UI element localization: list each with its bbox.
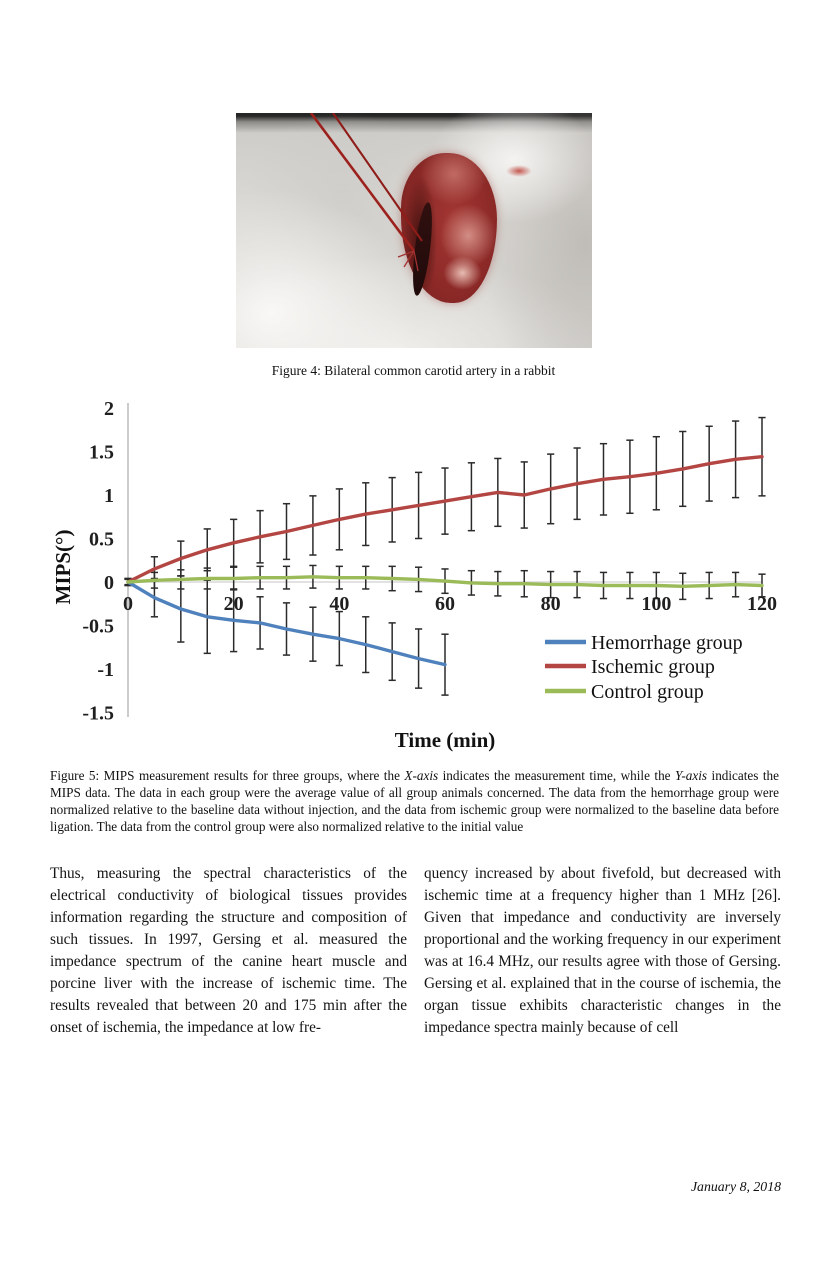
x-tick-label: 0: [123, 593, 133, 615]
x-tick-label: 80: [540, 593, 561, 615]
y-tick-label: 1: [104, 485, 114, 507]
body-column-right: quency increased by about fivefold, but decreased with ischemic time at a frequency higher than 1 MHz [26]. Given that impedance and conductivity are inversely proportional and the working frequency in our experiment was at 16.4 MHz, our results agree with those of Gersing. Gersing et al. explained that in the course of ischemia, the organ tissue exhibits characteristic changes in the impedance spectra mainly because of cell: [424, 865, 781, 1036]
y-tick-label: 0.5: [89, 528, 114, 551]
legend-item-control: [545, 681, 704, 703]
page-date: January 8, 2018: [690, 1179, 781, 1194]
figure5-caption: [50, 767, 779, 835]
body-text: [50, 863, 781, 1039]
x-tick-label: 100: [641, 593, 672, 615]
figure4-caption: [0, 363, 827, 379]
y-tick-label: -1: [97, 659, 114, 681]
figure4: [0, 113, 827, 379]
x-axis-italic: X-axis: [404, 768, 439, 783]
y-tick-label: 2: [104, 398, 114, 420]
x-tick-label: 120: [747, 593, 777, 615]
y-axis-title: MIPS(°): [51, 529, 75, 605]
x-tick-label: 40: [329, 593, 350, 615]
body-column-left: Thus, measuring the spectral characteristics of the electrical conductivity of biological tissues provides information regarding the structure and composition of such tissues. In 1997, Gersing et al. measured the impedance spectrum of the canine heart muscle and porcine liver with the increase of ischemic time. The results revealed that between 20 and 175 min after the onset of ischemia, the impedance at low fre-: [50, 865, 407, 1036]
legend-label: Control group: [591, 681, 704, 703]
y-axis-italic: Y-axis: [675, 768, 708, 783]
figure5-caption-part1: Figure 5: MIPS measurement results for three groups, where the: [50, 768, 405, 783]
figure4-photo: [236, 113, 592, 348]
errorbars-hemorrhage: [124, 576, 448, 695]
mips-chart: [48, 395, 790, 761]
legend-label: Hemorrhage group: [591, 632, 743, 654]
figure5-caption-part2: indicates the measurement time, while the: [438, 768, 676, 783]
x-tick-label: 60: [435, 593, 455, 615]
paper-page: [0, 113, 827, 1283]
figure4-caption-text: Figure 4: Bilateral common carotid artery in a rabbit: [271, 363, 556, 378]
y-tick-label: 1.5: [89, 441, 114, 464]
figure5: [0, 395, 827, 835]
mips-chart-svg: [48, 395, 790, 761]
x-axis-title: Time (min): [394, 728, 496, 752]
legend-item-hemorrhage: [545, 632, 743, 654]
figure5-caption-part3: indicates the MIPS data. The data in each group were the average value of all group animals concerned. The data from the hemorrhage group were normalized relative to the baseline data without injection, and the data from ischemic group were normalized to the baseline data before ligation. The data from the control group were also normalized relative to the initial value: [50, 768, 780, 834]
suture-threads: [236, 113, 592, 348]
y-tick-label: 0: [104, 572, 114, 594]
legend-label: Ischemic group: [591, 656, 715, 678]
y-tick-label: -1.5: [82, 702, 114, 725]
legend-item-ischemic: [545, 656, 715, 678]
y-tick-label: -0.5: [82, 615, 114, 638]
x-tick-label: 20: [223, 593, 244, 615]
